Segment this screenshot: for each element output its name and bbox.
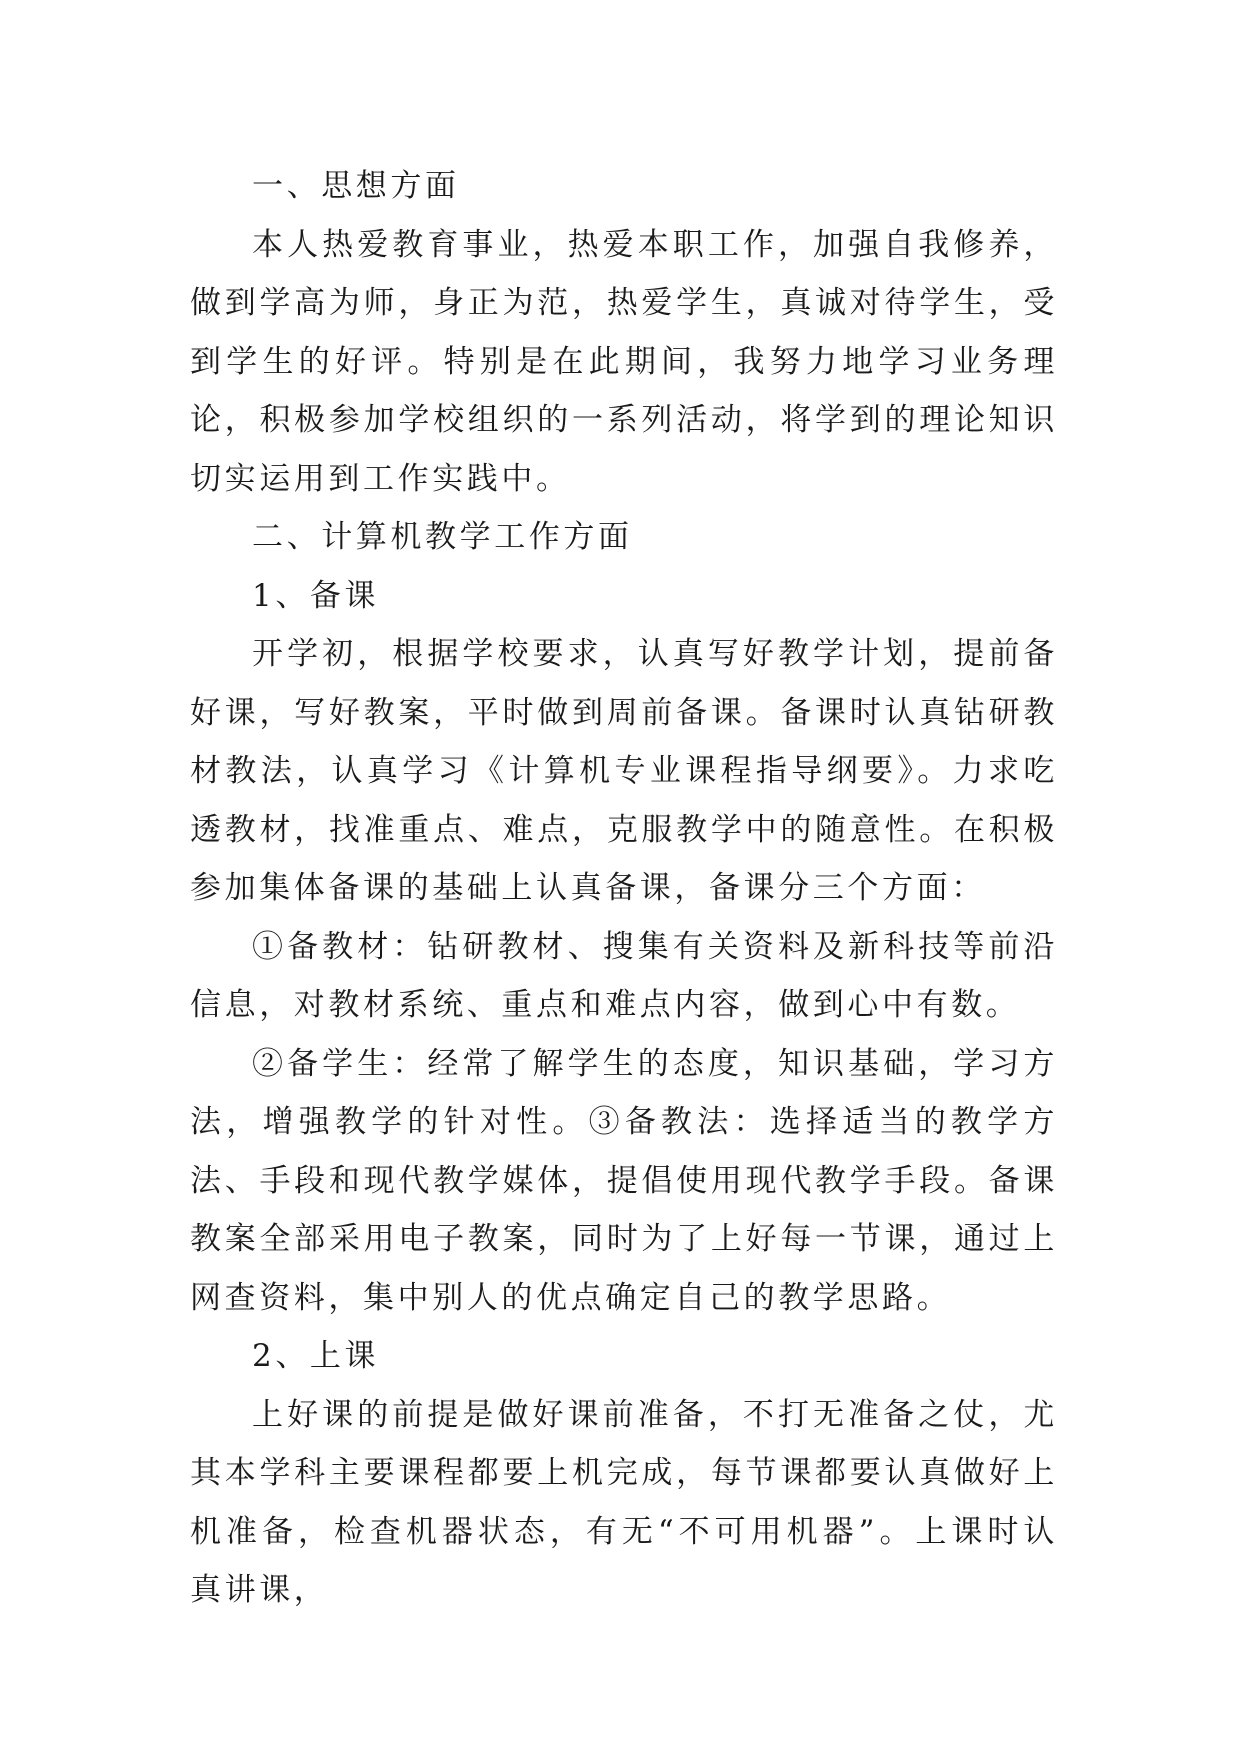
- heading-computer-teaching: 二、计算机教学工作方面: [252, 519, 633, 555]
- document-body: [190, 157, 1058, 1620]
- paragraph-ideology: 本人热爱教育事业，热爱本职工作，加强自我修养，做到学高为师，身正为范，热爱学生，真诚对待学生，受到学生的好评。特别是在此期间，我努力地学习业务理论，积极参加学校组织的一系列活动，将学到的理论知识切实运用到工作实践中。: [190, 226, 1058, 497]
- paragraph-prep-students: ②备学生：经常了解学生的态度，知识基础，学习方法，增强教学的针对性。③备教法：选择适当的教学方法、手段和现代教学媒体，提倡使用现代教学手段。备课教案全部采用电子教案，同时为了上好每一节课，通过上网查资料，集中别人的优点确定自己的教学思路。: [190, 1045, 1058, 1316]
- heading-lesson-prep: 1、备课: [252, 577, 380, 614]
- heading-class: 2、上课: [252, 1338, 380, 1374]
- paragraph-prep-materials: ①备教材：钻研教材、搜集有关资料及新科技等前沿信息，对教材系统、重点和难点内容，做到心中有数。: [190, 928, 1058, 1023]
- heading-ideology: 一、思想方面: [252, 168, 460, 204]
- paragraph-class: 上好课的前提是做好课前准备，不打无准备之仗，尤其本学科主要课程都要上机完成，每节课都要认真做好上机准备，检查机器状态，有无“不可用机器”。上课时认真讲课，: [190, 1396, 1058, 1608]
- paragraph-lesson-prep: 开学初，根据学校要求，认真写好教学计划，提前备好课，写好教案，平时做到周前备课。备课时认真钻研教材教法，认真学习《计算机专业课程指导纲要》。力求吃透教材，找准重点、难点，克服教学中的随意性。在积极参加集体备课的基础上认真备课，备课分三个方面：: [190, 636, 1058, 906]
